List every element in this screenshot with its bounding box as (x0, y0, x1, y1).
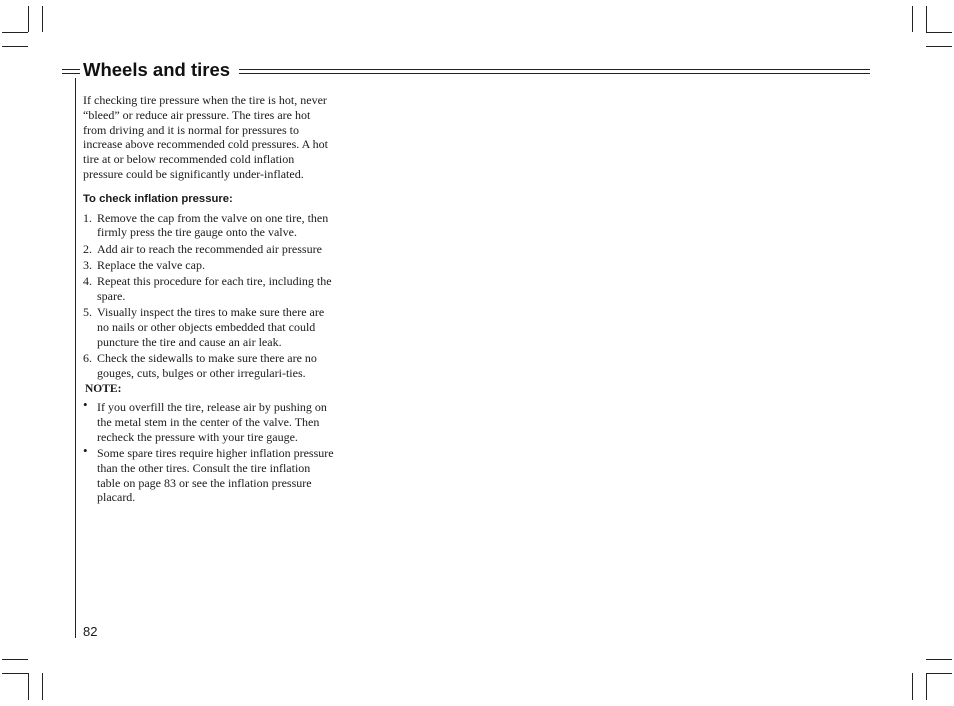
crop-mark (42, 673, 43, 700)
list-item: 6. Check the sidewalls to make sure there are no gouges, cuts, bulges or other irregulari-ties. (83, 351, 317, 381)
header-rule-right (239, 69, 870, 74)
page-title: Wheels and tires (83, 59, 231, 80)
crop-mark (2, 659, 28, 660)
header-rule-left (62, 69, 80, 74)
crop-mark (926, 6, 927, 32)
margin-rule (75, 78, 76, 638)
list-item: • Some spare tires require higher inflation pressure than the other tires. Consult the tire inflation table on page 83 or see the inflation pressure placard. (83, 443, 334, 505)
notes-list (83, 397, 335, 505)
page-number: 82 (83, 624, 98, 639)
crop-mark (926, 673, 927, 700)
list-item: 4. Repeat this procedure for each tire, including the spare. (83, 274, 332, 304)
crop-mark (926, 659, 952, 660)
bullet-icon: • (83, 443, 88, 459)
list-item: 1. Remove the cap from the valve on one tire, then firmly press the tire gauge onto the valve. (83, 210, 329, 240)
list-item: 2. Add air to reach the recommended air pressure (83, 241, 322, 256)
bullet-icon: • (83, 397, 88, 413)
list-item: • If you overfill the tire, release air by pushing on the metal stem in the center of the valve. Then recheck the pressure with your tire gauge. (83, 397, 327, 444)
list-item: 3. Replace the valve cap. (83, 257, 205, 272)
crop-mark (926, 46, 952, 47)
steps-list (83, 211, 335, 381)
list-item: 5. Visually inspect the tires to make sure there are no nails or other objects embedded that could puncture the tire and cause an air leak. (83, 305, 325, 349)
crop-mark (28, 6, 29, 32)
crop-mark (2, 46, 28, 47)
subheading: To check inflation pressure: (83, 192, 233, 205)
crop-mark (28, 673, 29, 700)
intro-paragraph: If checking tire pressure when the tire is hot, never “bleed” or reduce air pressure. The tires are hot from driving and it is normal for pressures to increase above recommended cold pressures. A hot tire at or below recommended cold inflation pressure could be significantly under-inflated. (83, 93, 328, 181)
crop-mark (42, 6, 43, 32)
section-header (62, 58, 872, 84)
body-column (83, 93, 335, 507)
crop-mark (2, 673, 28, 674)
crop-mark (912, 673, 913, 700)
crop-mark (926, 673, 952, 674)
crop-mark (912, 6, 913, 32)
crop-mark (926, 32, 952, 33)
note-label: NOTE: (85, 383, 122, 396)
crop-mark (2, 32, 28, 33)
